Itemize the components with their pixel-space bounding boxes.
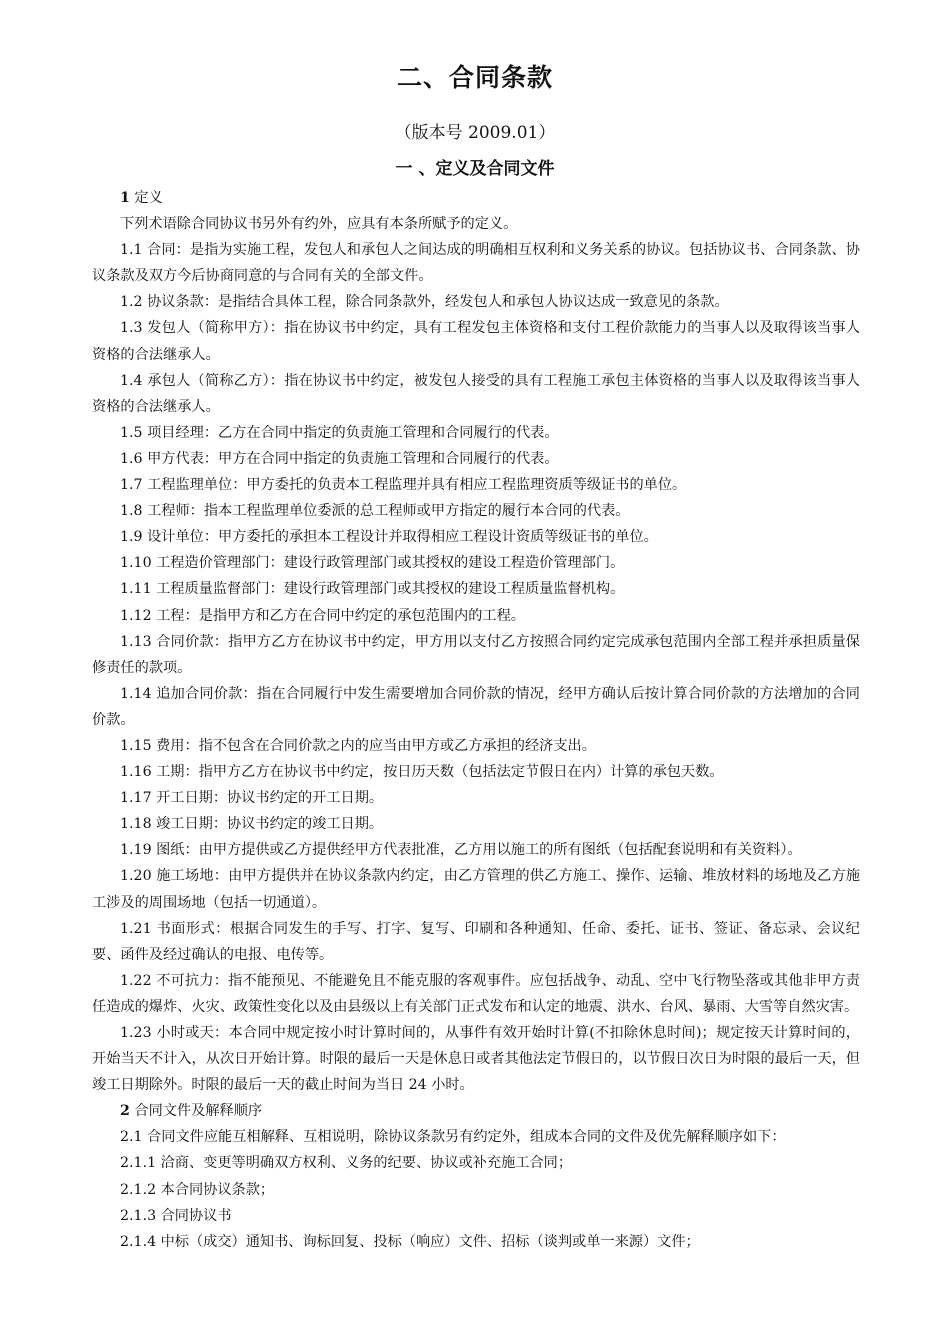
page-title: 二、合同条款 [396,63,553,92]
section-heading: 一 、定义及合同文件 [395,159,555,179]
clause-text: 1.15 费用：指不包含在合同价款之内的应当由甲方或乙方承担的经济支出。 [120,737,596,754]
clause-paragraph [92,785,860,811]
clause-text: 1.23 小时或天：本合同中规定按小时计算时间的，从事件有效开始时计算(不扣除休息时间)；规定按天计算时间的，开始当天不计入，从次日开始计算。时限的最后一天是休息日或者其他法定节假日的，以节假日次日为时限的最后一天，但竣工日期除外。时限的最后一天的截止时间为当日 24 小时。 [92,1025,860,1094]
clause-text: 1.3 发包人（简称甲方）：指在协议书中约定，具有工程发包主体资格和支付工程价款能力的当事人以及取得该当事人资格的合法继承人。 [92,320,860,363]
clause-paragraph [92,968,860,1020]
clause-paragraph [92,524,860,550]
clause-paragraph [92,211,860,237]
clause-paragraph [92,1229,860,1255]
clause-text: 合同文件及解释顺序 [129,1103,263,1120]
clause-paragraph [92,368,860,420]
clause-text: 1.17 开工日期：协议书约定的开工日期。 [120,790,384,807]
clause-paragraph [92,811,860,837]
clause-text: 1.22 不可抗力：指不能预见、不能避免且不能克服的客观事件。应包括战争、动乱、空中飞行物坠落或其他非甲方责任造成的爆炸、火灾、政策性变化以及由县级以上有关部门正式发布和认定的地震、洪水、台风、暴雨、大雪等自然灾害。 [92,972,860,1015]
clause-text: 2.1.3 合同协议书 [120,1207,232,1224]
clause-paragraph [92,420,860,446]
clause-text: 1.5 项目经理：乙方在合同中指定的负责施工管理和合同履行的代表。 [120,424,559,441]
clause-text: 1.21 书面形式：根据合同发生的手写、打字、复写、印刷和各种通知、任命、委托、证书、签证、备忘录、会议纪要、函件及经过确认的电报、电传等。 [92,920,860,963]
clause-paragraph [92,1203,860,1229]
clause-paragraph [92,550,860,576]
clause-text: 1.2 协议条款：是指结合具体工程，除合同条款外，经发包人和承包人协议达成一致意见的条款。 [120,294,729,311]
clause-text: 1.14 追加合同价款：指在合同履行中发生需要增加合同价款的情况，经甲方确认后按计算合同价款的方法增加的合同价款。 [92,685,860,728]
clause-number: 2 [120,1103,130,1120]
clause-paragraph [92,576,860,602]
clause-heading [92,1098,860,1124]
clause-text: 1.8 工程师：指本工程监理单位委派的总工程师或甲方指定的履行本合同的代表。 [120,503,630,520]
clause-text: 1.20 施工场地：由甲方提供并在协议条款内约定，由乙方管理的供乙方施工、操作、运输、堆放材料的场地及乙方施工涉及的周围场地（包括一切通道）。 [92,868,860,911]
version-label: （版本号 2009.01） [394,123,556,143]
clause-paragraph [92,446,860,472]
clause-paragraph [92,289,860,315]
clause-text: 定义 [129,190,163,206]
clause-text: 2.1.4 中标（成交）通知书、询标回复、投标（响应）文件、招标（谈判或单一来源）文件； [120,1233,700,1250]
clause-text: 1.19 图纸：由甲方提供或乙方提供经甲方代表批准，乙方用以施工的所有图纸（包括配套说明和有关资料）。 [120,842,802,859]
clause-paragraph [92,315,860,367]
document-body [92,185,860,1255]
clause-text: 1.9 设计单位：甲方委托的承担本工程设计并取得相应工程设计资质等级证书的单位。 [120,529,658,546]
clause-paragraph [92,759,860,785]
clause-text: 1.18 竣工日期：协议书约定的竣工日期。 [120,816,384,833]
clause-text: 1.4 承包人（简称乙方）：指在协议书中约定，被发包人接受的具有工程施工承包主体资格的当事人以及取得该当事人资格的合法继承人。 [92,372,860,415]
clause-text: 2.1.2 本合同协议条款； [120,1181,275,1198]
clause-text: 1.7 工程监理单位：甲方委托的负责本工程监理并具有相应工程监理资质等级证书的单位。 [120,477,687,494]
clause-paragraph [92,1124,860,1150]
clause-text: 下列术语除合同协议书另外有约外，应具有本条所赋予的定义。 [120,216,518,233]
clause-number: 1 [120,190,130,206]
clause-text: 2.1 合同文件应能互相解释、互相说明，除协议条款另有约定外，组成本合同的文件及优先解释顺序如下： [120,1129,786,1146]
clause-paragraph [92,237,860,289]
clause-text: 1.11 工程质量监督部门：建设行政管理部门或其授权的建设工程质量监督机构。 [120,581,625,598]
clause-paragraph [92,837,860,863]
clause-paragraph [92,733,860,759]
clause-text: 1.16 工期：指甲方乙方在协议书中约定，按日历天数（包括法定节假日在内）计算的承包天数。 [120,764,724,781]
clause-paragraph [92,916,860,968]
clause-paragraph [92,1020,860,1098]
clause-paragraph [92,1150,860,1176]
clause-text: 1.6 甲方代表：甲方在合同中指定的负责施工管理和合同履行的代表。 [120,450,559,467]
clause-text: 1.13 合同价款：指甲方乙方在协议书中约定，甲方用以支付乙方按照合同约定完成承包范围内全部工程并承担质量保修责任的款项。 [92,633,860,676]
clause-paragraph [92,1177,860,1203]
clause-paragraph [92,629,860,681]
clause-paragraph [92,863,860,915]
clause-paragraph [92,603,860,629]
clause-text: 2.1.1 洽商、变更等明确双方权利、义务的纪要、协议或补充施工合同； [120,1155,573,1172]
clause-paragraph [92,472,860,498]
clause-text: 1.10 工程造价管理部门：建设行政管理部门或其授权的建设工程造价管理部门。 [120,555,625,572]
clause-text: 1.1 合同：是指为实施工程，发包人和承包人之间达成的明确相互权利和义务关系的协议。包括协议书、合同条款、协议条款及双方今后协商同意的与合同有关的全部文件。 [92,242,860,285]
clause-text: 1.12 工程：是指甲方和乙方在合同中约定的承包范围内的工程。 [120,607,525,624]
clause-paragraph [92,498,860,524]
clause-paragraph [92,681,860,733]
clause-heading [92,185,860,211]
